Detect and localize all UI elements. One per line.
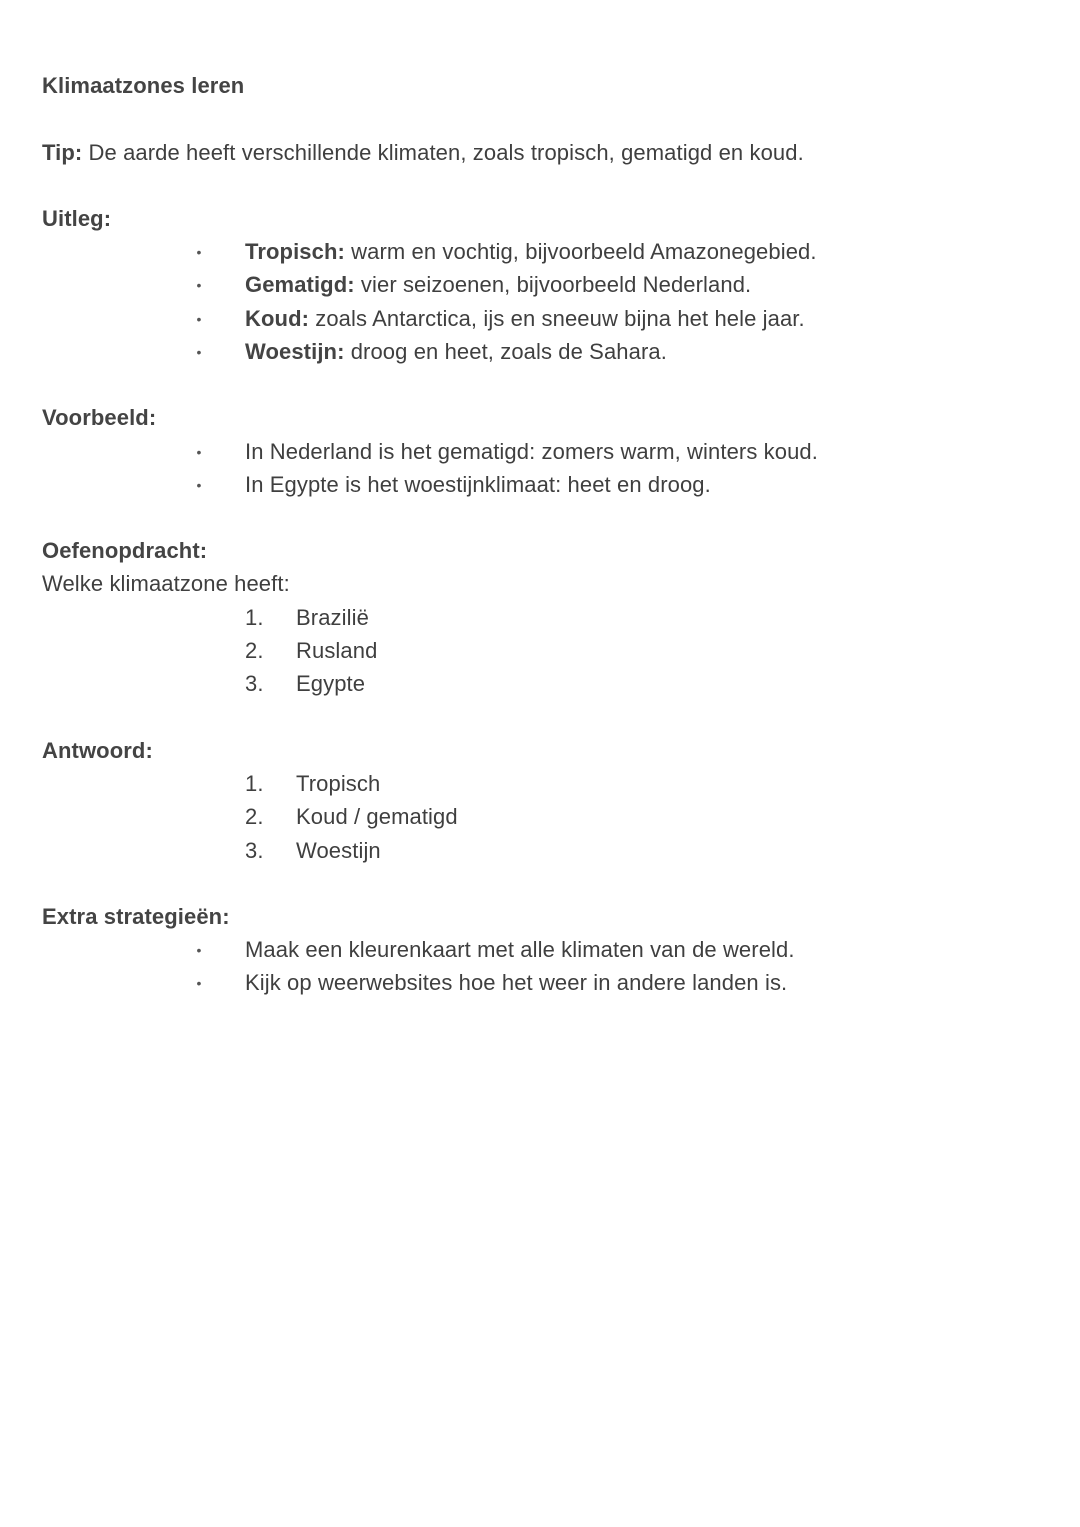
list-number: 2. [245,804,264,829]
list-text: Egypte [296,671,366,696]
extra-heading: Extra strategieën: [42,904,230,929]
bullet-icon: • [196,444,202,460]
list-text: Brazilië [296,605,369,630]
list-number: 1. [245,605,264,630]
voorbeeld-text: In Egypte is het woestijnklimaat: heet en droog. [245,472,711,497]
list-number: 3. [245,671,264,696]
extra-text: Kijk op weerwebsites hoe het weer in andere landen is. [245,970,788,995]
oefenopdracht-heading: Oefenopdracht: [42,538,208,563]
list-text: Rusland [296,638,378,663]
list-number: 1. [245,771,264,796]
voorbeeld-text: In Nederland is het gematigd: zomers warm, winters koud. [245,439,818,464]
uitleg-heading: Uitleg: [42,206,112,231]
bullet-icon: • [196,942,202,958]
list-text: Koud / gematigd [296,804,458,829]
tip-line [42,140,804,166]
uitleg-term: Gematigd: [245,272,355,297]
page-title: Klimaatzones leren [42,73,245,98]
tip-text: De aarde heeft verschillende klimaten, zoals tropisch, gematigd en koud. [82,140,804,165]
tip-label: Tip: [42,140,83,165]
uitleg-desc: warm en vochtig, bijvoorbeeld Amazonegebied. [344,239,817,264]
extra-text: Maak een kleurenkaart met alle klimaten van de wereld. [245,937,795,962]
bullet-icon: • [196,311,202,327]
list-number: 3. [245,838,264,863]
uitleg-term: Koud: [245,306,310,331]
bullet-icon: • [196,477,202,493]
bullet-icon: • [196,244,202,260]
uitleg-term: Woestijn: [245,339,345,364]
uitleg-desc: droog en heet, zoals de Sahara. [344,339,667,364]
antwoord-heading: Antwoord: [42,738,153,763]
bullet-icon: • [196,344,202,360]
uitleg-desc: vier seizoenen, bijvoorbeeld Nederland. [354,272,752,297]
bullet-icon: • [196,975,202,991]
list-number: 2. [245,638,264,663]
voorbeeld-heading: Voorbeeld: [42,405,157,430]
list-text: Woestijn [296,838,381,863]
uitleg-term: Tropisch: [245,239,345,264]
bullet-icon: • [196,277,202,293]
uitleg-desc: zoals Antarctica, ijs en sneeuw bijna het hele jaar. [309,306,805,331]
list-text: Tropisch [296,771,381,796]
oefenopdracht-question: Welke klimaatzone heeft: [42,571,290,596]
